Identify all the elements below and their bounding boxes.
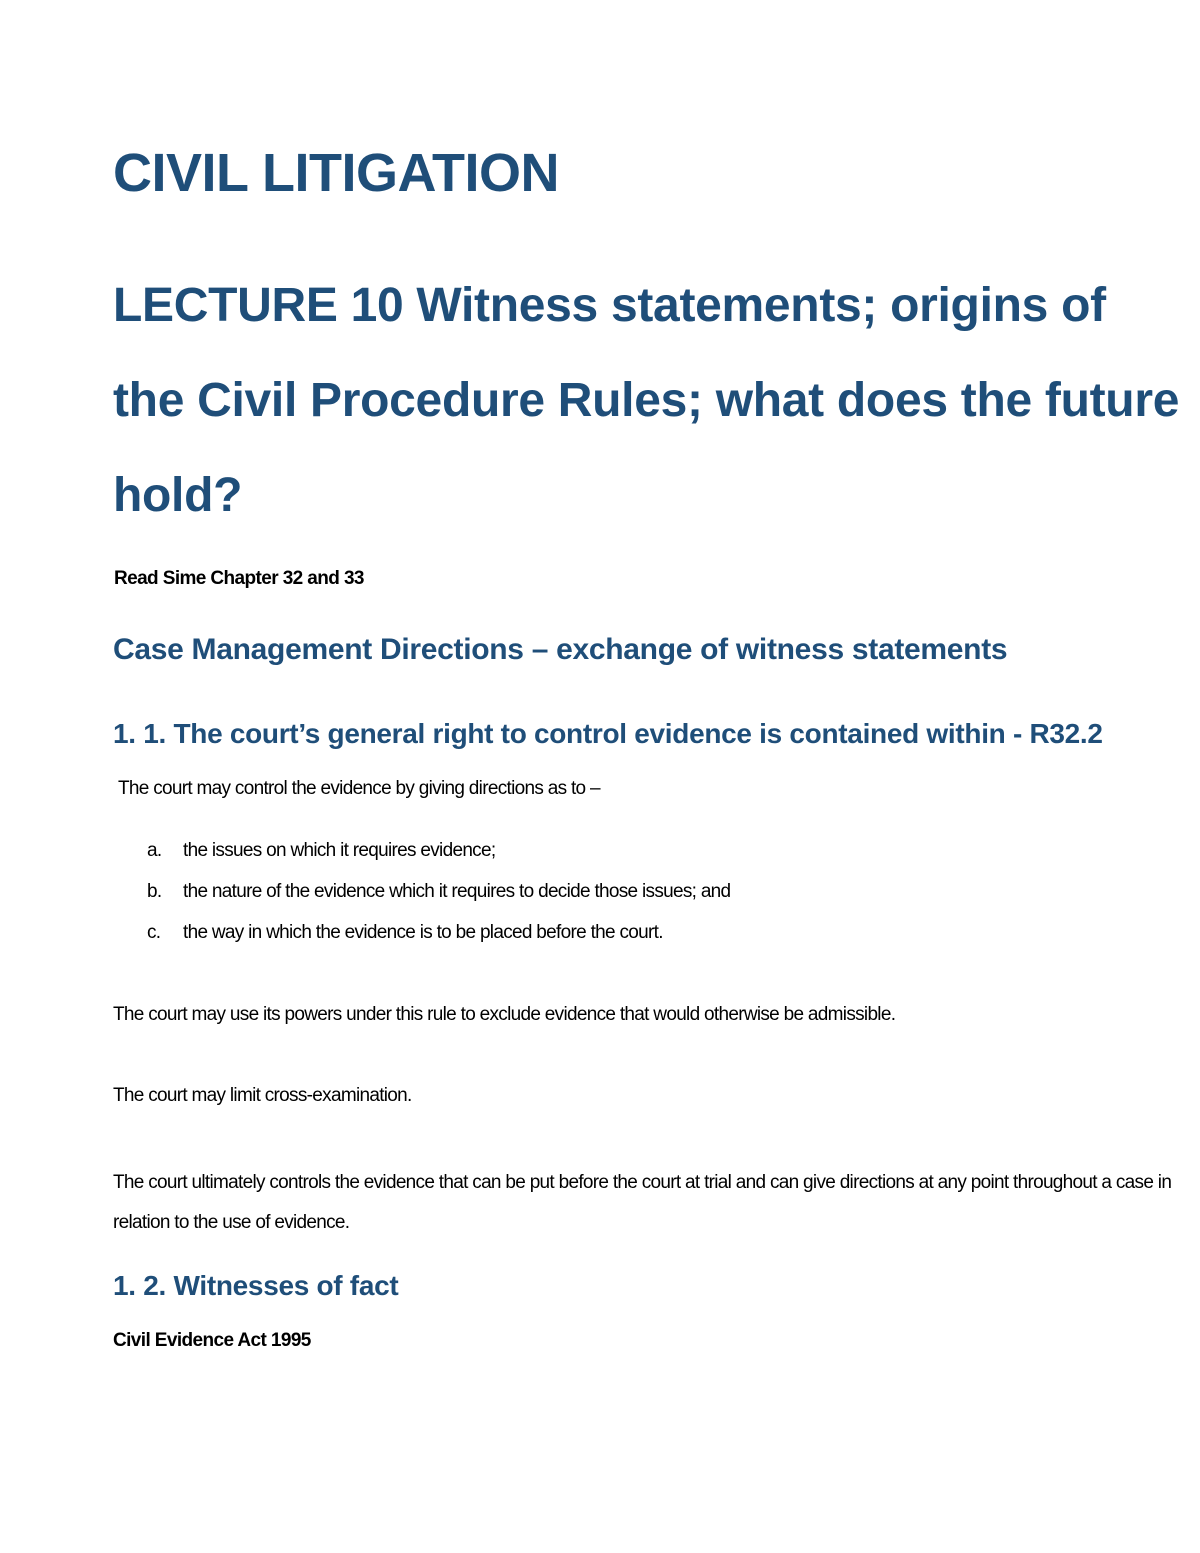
- paragraph-limit-cross-examination: The court may limit cross-examination.: [113, 1085, 412, 1106]
- list-marker: a.: [147, 840, 162, 861]
- list-item-text: the way in which the evidence is to be placed before the court.: [183, 922, 663, 943]
- paragraph-court-controls-evidence: The court ultimately controls the evidence that can be put before the court at trial and can give directions at any point throughout a case in relation to the use of evidence.: [113, 1172, 1172, 1233]
- subsection-heading-1: 1. 1. The court’s general right to control evidence is contained within - R32.2: [113, 718, 1103, 749]
- document-title: CIVIL LITIGATION: [113, 143, 559, 203]
- reading-note: Read Sime Chapter 32 and 33: [114, 568, 364, 589]
- list-item-text: the nature of the evidence which it requires to decide those issues; and: [183, 881, 731, 902]
- lecture-subtitle: LECTURE 10 Witness statements; origins of the Civil Procedure Rules; what does the future hold?: [113, 279, 1180, 522]
- act-label: Civil Evidence Act 1995: [113, 1330, 311, 1351]
- list-item-text: the issues on which it requires evidence;: [183, 840, 496, 861]
- section-heading: Case Management Directions – exchange of witness statements: [113, 633, 1008, 666]
- list-marker: b.: [147, 881, 162, 902]
- paragraph-exclude-evidence: The court may use its powers under this rule to exclude evidence that would otherwise be admissible.: [113, 1004, 896, 1025]
- subsection-heading-2: 1. 2. Witnesses of fact: [113, 1270, 399, 1301]
- list-marker: c.: [147, 922, 161, 943]
- subsection-intro: The court may control the evidence by giving directions as to –: [118, 778, 600, 799]
